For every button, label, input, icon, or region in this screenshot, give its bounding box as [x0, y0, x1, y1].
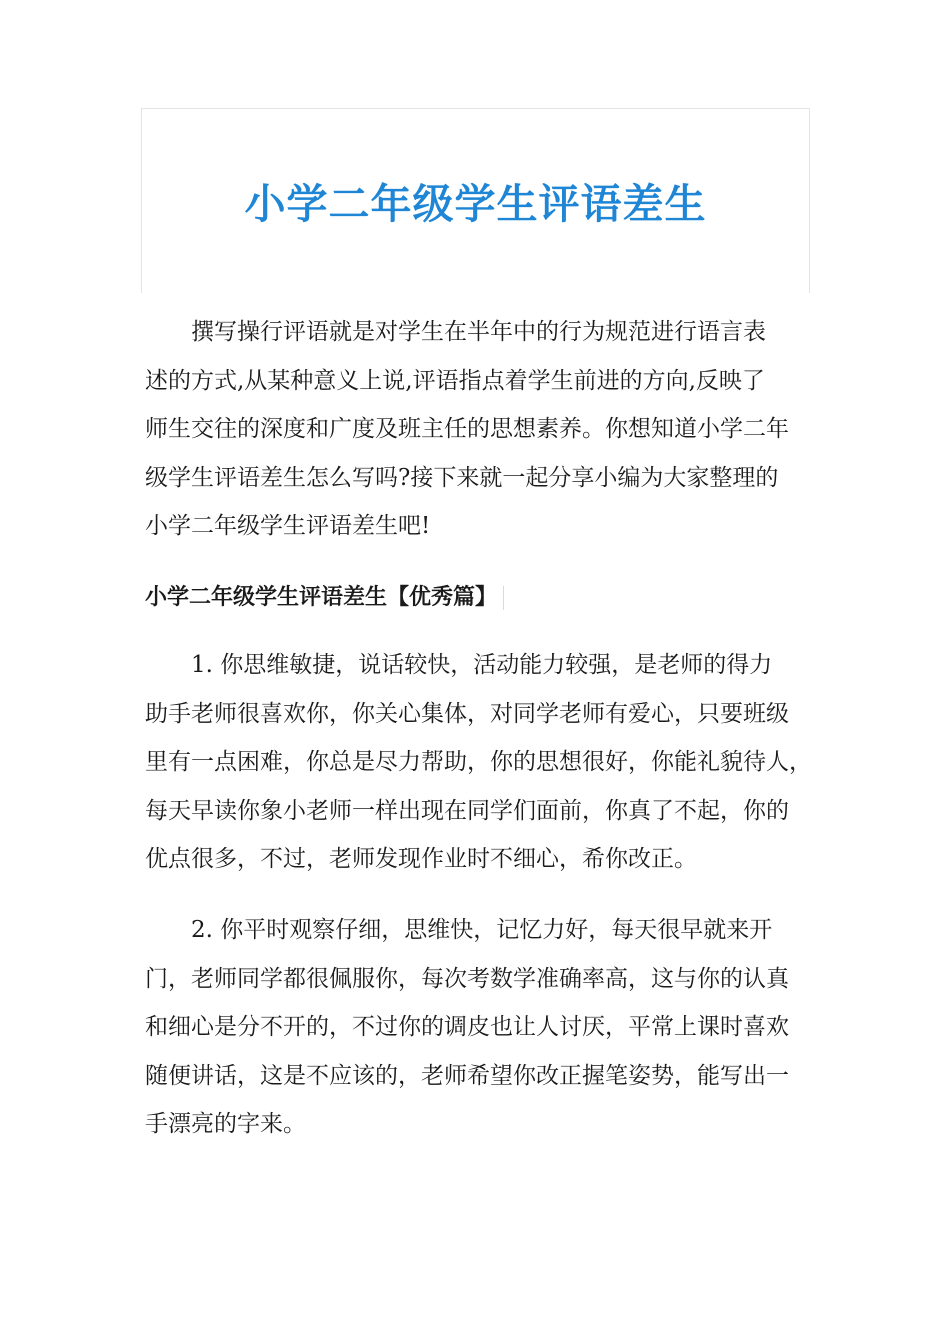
item-line: 2. 你平时观察仔细，思维快，记忆力好，每天很早就来开	[191, 917, 773, 943]
item-line: 每天早读你象小老师一样出现在同学们面前，你真了不起，你的	[145, 797, 789, 824]
intro-line: 撰写操行评语就是对学生在半年中的行为规范进行语言表	[191, 319, 766, 345]
item-line: 优点很多，不过，老师发现作业时不细心，希你改正。	[145, 846, 697, 872]
item-line: 随便讲话，这是不应该的，老师希望你改正握笔姿势，能写出一	[145, 1062, 789, 1089]
title-box	[141, 108, 810, 293]
item-line: 和细心是分不开的，不过你的调皮也让人讨厌，平常上课时喜欢	[145, 1014, 789, 1040]
comment-item-2	[145, 906, 815, 1149]
comment-item-1	[145, 641, 815, 884]
section-heading	[145, 578, 504, 618]
item-line: 助手老师很喜欢你，你关心集体，对同学老师有爱心，只要班级	[145, 700, 789, 727]
item-line: 里有一点困难，你总是尽力帮助，你的思想很好，你能礼貌待人，	[145, 749, 812, 775]
intro-line: 级学生评语差生怎么写吗?接下来就一起分享小编为大家整理的	[145, 464, 779, 491]
section-heading-text: 小学二年级学生评语差生【优秀篇】	[145, 585, 498, 610]
item-line: 手漂亮的字来。	[145, 1111, 306, 1137]
item-line: 1. 你思维敏捷，说话较快，活动能力较强，是老师的得力	[191, 652, 773, 678]
intro-line: 师生交往的深度和广度及班主任的思想素养。你想知道小学二年	[145, 416, 789, 442]
page-title: 小学二年级学生评语差生	[244, 180, 707, 228]
item-line: 门，老师同学都很佩服你，每次考数学准确率高，这与你的认真	[145, 965, 789, 992]
intro-line: 小学二年级学生评语差生吧!	[145, 513, 431, 539]
intro-paragraph	[145, 308, 815, 551]
intro-line: 述的方式,从某种意义上说,评语指点着学生前进的方向,反映了	[145, 367, 765, 394]
line-marker	[503, 586, 504, 610]
